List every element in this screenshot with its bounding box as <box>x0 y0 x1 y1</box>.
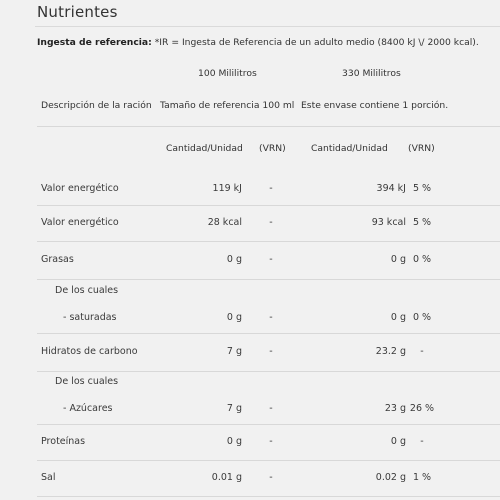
table-row <box>37 279 500 302</box>
portion-reference-100ml: Tamaño de referencia 100 ml <box>160 100 295 111</box>
value-100ml: 7 g <box>226 403 242 414</box>
value-330ml: 23.2 g <box>375 346 406 357</box>
reference-text: *IR = Ingesta de Referencia de un adulto medio (8400 kJ \/ 2000 kcal). <box>151 37 479 48</box>
vrn-330ml: - <box>420 346 424 357</box>
nutrient-label: - Azúcares <box>63 403 113 414</box>
column-group-330ml: 330 Mililitros <box>342 68 401 79</box>
value-330ml: 93 kcal <box>371 217 406 228</box>
vrn-330ml: 0 % <box>412 312 432 323</box>
value-330ml: 0 g <box>390 436 406 447</box>
value-100ml: 0 g <box>226 254 242 265</box>
vrn-100ml: - <box>269 472 273 483</box>
section-title: Nutrientes <box>37 3 118 21</box>
column-vrn-1: (VRN) <box>259 143 286 154</box>
nutrient-label: Valor energético <box>41 217 119 228</box>
table-row <box>37 333 500 372</box>
value-100ml: 0.01 g <box>211 472 242 483</box>
value-330ml: 0.02 g <box>375 472 406 483</box>
vrn-100ml: - <box>269 312 273 323</box>
nutrient-label: De los cuales <box>55 376 119 387</box>
value-100ml: 0 g <box>226 312 242 323</box>
vrn-330ml: 1 % <box>412 472 432 483</box>
value-330ml: 23 g <box>384 403 406 414</box>
column-quantity-2: Cantidad/Unidad <box>311 143 388 154</box>
vrn-330ml: 0 % <box>412 254 432 265</box>
vrn-100ml: - <box>269 403 273 414</box>
column-vrn-2: (VRN) <box>408 143 435 154</box>
portion-description-label: Descripción de la ración <box>41 100 152 111</box>
value-330ml: 394 kJ <box>376 183 406 194</box>
title-divider <box>35 26 500 27</box>
portion-row <box>37 89 500 127</box>
table-row <box>37 241 500 280</box>
vrn-100ml: - <box>269 183 273 194</box>
table-row <box>37 424 500 461</box>
value-330ml: 0 g <box>390 254 406 265</box>
vrn-100ml: - <box>269 436 273 447</box>
vrn-330ml: 5 % <box>412 183 432 194</box>
column-quantity-1: Cantidad/Unidad <box>166 143 243 154</box>
value-100ml: 7 g <box>226 346 242 357</box>
nutrient-label: De los cuales <box>55 285 119 296</box>
table-row <box>37 172 500 206</box>
value-330ml: 0 g <box>390 312 406 323</box>
column-group-100ml: 100 Mililitros <box>198 68 257 79</box>
vrn-100ml: - <box>269 254 273 265</box>
reference-intake-note <box>37 37 500 48</box>
vrn-100ml: - <box>269 217 273 228</box>
table-row <box>37 460 500 497</box>
value-100ml: 28 kcal <box>207 217 242 228</box>
table-row <box>37 393 500 425</box>
nutrient-label: Proteínas <box>41 436 86 447</box>
vrn-330ml: 5 % <box>412 217 432 228</box>
nutrient-label: - saturadas <box>63 312 117 323</box>
value-100ml: 119 kJ <box>212 183 242 194</box>
table-row <box>37 371 500 393</box>
nutrient-label: Valor energético <box>41 183 119 194</box>
table-row <box>37 302 500 334</box>
portion-container-info: Este envase contiene 1 porción. <box>301 100 449 111</box>
table-row <box>37 205 500 242</box>
nutrient-label: Grasas <box>41 254 74 265</box>
vrn-330ml: 26 % <box>409 403 435 414</box>
vrn-100ml: - <box>269 346 273 357</box>
reference-label: Ingesta de referencia: <box>37 37 152 48</box>
value-100ml: 0 g <box>226 436 242 447</box>
nutrient-label: Hidratos de carbono <box>41 346 138 357</box>
vrn-330ml: - <box>420 436 424 447</box>
nutrient-label: Sal <box>41 472 56 483</box>
